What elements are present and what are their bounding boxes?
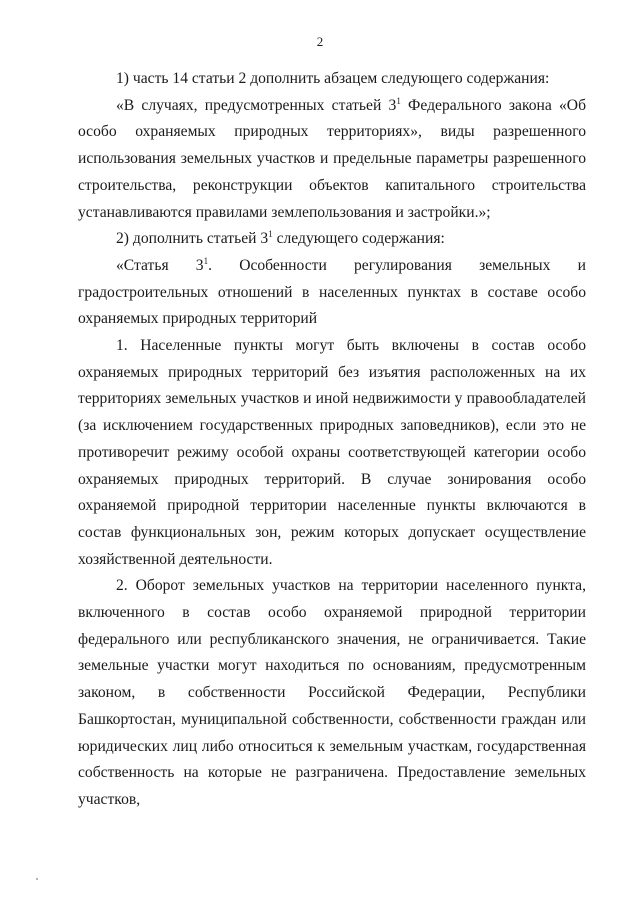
- superscript: 1: [268, 229, 273, 240]
- text-run: . Особенности регулирования земельных и градостроительных отношений в населенных пунктах в составе особо охраняемых природных территорий: [78, 256, 586, 328]
- superscript: 1: [396, 95, 401, 106]
- article-heading: [78, 253, 586, 333]
- text-run: Федерального закона «Об особо охраняемых природных территориях», виды разрешенного использования земельных участков и предельные параметры разрешенного строительства, реконструкции объектов капитального строительства устанавливаются правилами землепользования и застройки.»;: [78, 96, 587, 221]
- document-body: [78, 66, 586, 814]
- paragraph-amendment-2: [78, 226, 586, 253]
- paragraph-amendment-1: 1) часть 14 статьи 2 дополнить абзацем следующего содержания:: [116, 70, 550, 87]
- page-number: 2: [316, 34, 324, 49]
- text-run: 2) дополнить статьей 3: [116, 230, 269, 248]
- paragraph-quote-1: [78, 93, 586, 227]
- text-run: «В случаях, предусмотренных статьей 3: [116, 96, 397, 114]
- text-run: следующего содержания:: [272, 230, 445, 248]
- paragraph-clause-1: 1. Населенные пункты могут быть включены в состав особо охраняемых природных территорий без изъятия расположенных на их территориях земельных участков и иной недвижимости у правообладателей (за исключением государственных природных заповедников), если это не противоречит режиму особой охраны соответствующей категории особо охраняемых природных территорий. В случае зонирования особо охраняемой природной территории населенные пункты включаются в состав функциональных зон, режим которых допускает осуществление хозяйственной деятельности.: [78, 337, 586, 568]
- paragraph-clause-2: 2. Оборот земельных участков на территории населенного пункта, включенного в состав особо охраняемой природной территории федерального или республиканского значения, не ограничивается. Такие земельные участки могут находиться по основаниям, предусмотренным законом, в собственности Российской Федерации, Республики Башкортостан, муниципальной собственности, собственности граждан или юридических лиц либо относиться к земельным участкам, государственная собственность на которые не разграничена. Предоставление земельных участков,: [78, 577, 586, 808]
- superscript: 1: [203, 255, 209, 266]
- scan-speck: [36, 878, 38, 880]
- text-run: «Статья 3: [116, 256, 204, 274]
